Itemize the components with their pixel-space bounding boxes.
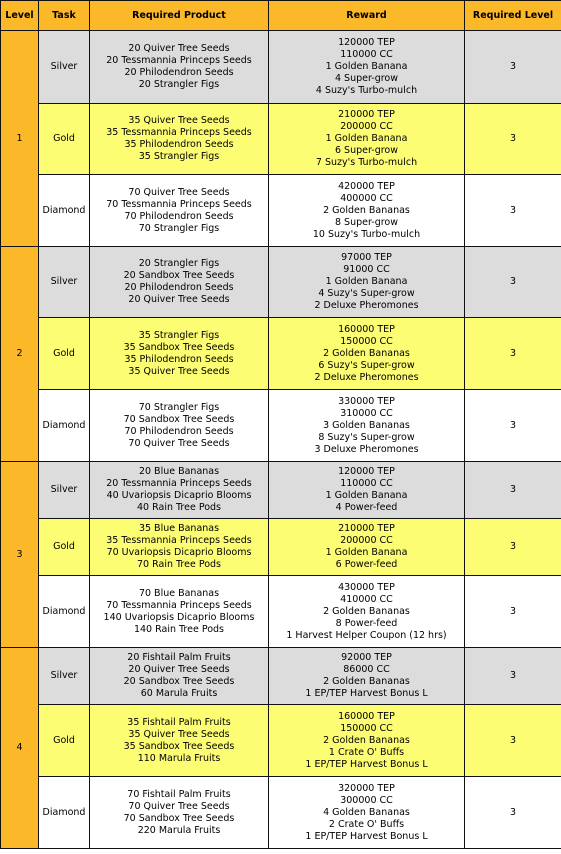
reward-line: 1 EP/TEP Harvest Bonus L (305, 758, 428, 770)
required-product-cell (90, 31, 269, 104)
reward-line: 6 Power-feed (335, 559, 398, 570)
reward-line: 110000 CC (340, 478, 393, 489)
required-level-cell: 3 (465, 777, 561, 849)
required-level-cell: 3 (465, 705, 561, 777)
header-required-level: Required Level (465, 1, 561, 31)
reward-line: 150000 CC (340, 722, 393, 734)
product-line: 35 Strangler Figs (138, 151, 220, 162)
task-cell: Silver (39, 462, 90, 519)
product-line: 220 Marula Fruits (137, 824, 221, 836)
reward-cell (269, 318, 465, 390)
product-line: 35 Strangler Figs (138, 329, 220, 341)
table-row (1, 104, 561, 175)
required-level-cell: 3 (465, 318, 561, 390)
required-level-cell: 3 (465, 104, 561, 175)
reward-cell (269, 576, 465, 648)
reward-line: 1 Golden Banana (325, 61, 408, 72)
product-line: 70 Strangler Figs (138, 401, 220, 413)
required-product-cell (90, 318, 269, 390)
product-line: 40 Rain Tree Pods (137, 502, 221, 513)
header-required-product: Required Product (90, 1, 269, 31)
reward-line: 1 Harvest Helper Coupon (12 hrs) (286, 629, 447, 641)
product-line: 35 Fishtail Palm Fruits (127, 716, 231, 728)
reward-line: 4 Super-grow (334, 73, 399, 84)
required-level-cell: 3 (465, 519, 561, 576)
product-line: 70 Uvariopsis Dicaprio Blooms (106, 547, 252, 558)
reward-line: 430000 TEP (338, 581, 395, 593)
reward-line: 1 Golden Banana (325, 490, 408, 501)
reward-line: 1 Golden Banana (325, 547, 408, 558)
required-level-cell: 3 (465, 576, 561, 648)
table-body (1, 31, 561, 849)
product-line: 70 Tessmannia Princeps Seeds (106, 599, 252, 611)
reward-line: 4 Suzy's Super-grow (318, 288, 415, 299)
reward-line: 4 Golden Bananas (323, 806, 410, 818)
reward-line: 330000 TEP (338, 395, 395, 407)
product-line: 20 Strangler Figs (138, 79, 220, 90)
reward-line: 2 Deluxe Pheromones (314, 371, 419, 383)
reward-line: 300000 CC (340, 794, 393, 806)
table-row (1, 175, 561, 247)
product-line: 35 Quiver Tree Seeds (128, 728, 230, 740)
reward-line: 160000 TEP (338, 323, 395, 335)
product-line: 20 Philodendron Seeds (124, 67, 234, 78)
reward-line: 160000 TEP (338, 710, 395, 722)
level-cell: 3 (1, 462, 39, 648)
product-line: 60 Marula Fruits (140, 688, 218, 699)
product-line: 70 Quiver Tree Seeds (128, 800, 230, 812)
reward-line: 1 Golden Banana (325, 276, 408, 287)
reward-line: 120000 TEP (338, 37, 395, 48)
product-line: 70 Philodendron Seeds (124, 425, 234, 437)
reward-line: 8 Power-feed (335, 617, 398, 629)
reward-cell (269, 31, 465, 104)
table-row (1, 318, 561, 390)
product-line: 70 Philodendron Seeds (124, 210, 234, 222)
task-cell: Gold (39, 519, 90, 576)
table-row (1, 390, 561, 462)
task-cell: Silver (39, 648, 90, 705)
required-level-cell: 3 (465, 390, 561, 462)
reward-line: 1 EP/TEP Harvest Bonus L (305, 830, 428, 842)
product-line: 20 Tessmannia Princeps Seeds (106, 55, 252, 66)
reward-cell (269, 104, 465, 175)
reward-line: 410000 CC (340, 593, 393, 605)
table-row (1, 247, 561, 318)
reward-cell (269, 390, 465, 462)
task-cell: Gold (39, 705, 90, 777)
reward-line: 3 Deluxe Pheromones (314, 443, 419, 455)
reward-line: 200000 CC (340, 535, 393, 546)
reward-cell (269, 247, 465, 318)
reward-line: 120000 TEP (338, 466, 395, 477)
product-line: 20 Quiver Tree Seeds (128, 43, 230, 54)
product-line: 140 Rain Tree Pods (133, 623, 225, 635)
reward-line: 4 Suzy's Turbo-mulch (315, 85, 418, 96)
reward-line: 2 Golden Bananas (323, 734, 410, 746)
product-line: 35 Tessmannia Princeps Seeds (106, 535, 252, 546)
product-line: 70 Tessmannia Princeps Seeds (106, 198, 252, 210)
product-line: 35 Quiver Tree Seeds (128, 115, 230, 126)
product-line: 70 Fishtail Palm Fruits (127, 788, 231, 800)
required-product-cell (90, 175, 269, 247)
task-cell: Silver (39, 247, 90, 318)
product-line: 20 Blue Bananas (138, 466, 220, 477)
product-line: 110 Marula Fruits (137, 752, 221, 764)
product-line: 20 Quiver Tree Seeds (128, 294, 230, 305)
table-row (1, 31, 561, 104)
reward-line: 320000 TEP (338, 782, 395, 794)
reward-line: 86000 CC (343, 664, 390, 675)
reward-line: 210000 TEP (338, 523, 395, 534)
task-cell: Gold (39, 318, 90, 390)
reward-cell (269, 519, 465, 576)
table-row (1, 519, 561, 576)
required-level-cell: 3 (465, 648, 561, 705)
required-product-cell (90, 104, 269, 175)
required-level-cell: 3 (465, 175, 561, 247)
reward-line: 97000 TEP (341, 252, 392, 263)
reward-line: 10 Suzy's Turbo-mulch (312, 228, 421, 240)
header-level: Level (1, 1, 39, 31)
required-level-cell: 3 (465, 247, 561, 318)
product-line: 35 Philodendron Seeds (124, 139, 234, 150)
table-row (1, 648, 561, 705)
product-line: 70 Rain Tree Pods (137, 559, 221, 570)
reward-line: 210000 TEP (338, 109, 395, 120)
product-line: 20 Sandbox Tree Seeds (123, 270, 235, 281)
header-task: Task (39, 1, 90, 31)
reward-line: 4 Power-feed (335, 502, 398, 513)
required-level-cell: 3 (465, 462, 561, 519)
reward-line: 92000 TEP (341, 652, 392, 663)
required-product-cell (90, 576, 269, 648)
reward-line: 420000 TEP (338, 180, 395, 192)
product-line: 70 Blue Bananas (138, 587, 220, 599)
table-row (1, 462, 561, 519)
task-cell: Diamond (39, 175, 90, 247)
reward-cell (269, 462, 465, 519)
product-line: 70 Sandbox Tree Seeds (123, 812, 235, 824)
product-line: 20 Quiver Tree Seeds (128, 664, 230, 675)
reward-cell (269, 175, 465, 247)
reward-line: 8 Suzy's Super-grow (318, 431, 415, 443)
level-cell: 2 (1, 247, 39, 462)
required-product-cell (90, 777, 269, 849)
reward-line: 110000 CC (340, 49, 393, 60)
reward-line: 1 Crate O' Buffs (328, 746, 405, 758)
reward-line: 6 Super-grow (334, 145, 399, 156)
reward-line: 2 Golden Bananas (323, 676, 410, 687)
level-cell: 4 (1, 648, 39, 849)
reward-line: 200000 CC (340, 121, 393, 132)
reward-line: 7 Suzy's Turbo-mulch (315, 157, 418, 168)
task-cell: Diamond (39, 390, 90, 462)
task-cell: Diamond (39, 777, 90, 849)
reward-cell (269, 705, 465, 777)
reward-line: 6 Suzy's Super-grow (318, 359, 415, 371)
product-line: 40 Uvariopsis Dicaprio Blooms (106, 490, 252, 501)
header-row (1, 1, 561, 31)
required-product-cell (90, 519, 269, 576)
level-cell: 1 (1, 31, 39, 247)
task-cell: Silver (39, 31, 90, 104)
reward-line: 2 Golden Bananas (323, 347, 410, 359)
task-cell: Gold (39, 104, 90, 175)
table-row (1, 705, 561, 777)
product-line: 35 Philodendron Seeds (124, 353, 234, 365)
product-line: 20 Fishtail Palm Fruits (127, 652, 231, 663)
required-product-cell (90, 247, 269, 318)
product-line: 70 Quiver Tree Seeds (128, 437, 230, 449)
product-line: 20 Sandbox Tree Seeds (123, 676, 235, 687)
reward-line: 8 Super-grow (334, 216, 399, 228)
table-row (1, 576, 561, 648)
reward-line: 310000 CC (340, 407, 393, 419)
header-reward: Reward (269, 1, 465, 31)
product-line: 20 Tessmannia Princeps Seeds (106, 478, 252, 489)
reward-line: 2 Crate O' Buffs (328, 818, 405, 830)
product-line: 70 Quiver Tree Seeds (128, 186, 230, 198)
product-line: 35 Sandbox Tree Seeds (123, 341, 235, 353)
product-line: 20 Strangler Figs (138, 258, 220, 269)
reward-line: 3 Golden Bananas (323, 419, 410, 431)
reward-cell (269, 648, 465, 705)
product-line: 35 Sandbox Tree Seeds (123, 740, 235, 752)
table-row (1, 777, 561, 849)
product-line: 35 Blue Bananas (138, 523, 220, 534)
task-cell: Diamond (39, 576, 90, 648)
reward-line: 2 Deluxe Pheromones (314, 300, 419, 311)
reward-line: 91000 CC (343, 264, 390, 275)
product-line: 140 Uvariopsis Dicaprio Blooms (103, 611, 255, 623)
required-product-cell (90, 705, 269, 777)
product-line: 35 Tessmannia Princeps Seeds (106, 127, 252, 138)
product-line: 70 Sandbox Tree Seeds (123, 413, 235, 425)
reward-cell (269, 777, 465, 849)
product-line: 35 Quiver Tree Seeds (128, 365, 230, 377)
product-line: 20 Philodendron Seeds (124, 282, 234, 293)
reward-line: 2 Golden Bananas (323, 204, 410, 216)
reward-line: 400000 CC (340, 192, 393, 204)
reward-line: 150000 CC (340, 335, 393, 347)
reward-line: 1 EP/TEP Harvest Bonus L (305, 688, 428, 699)
reward-line: 2 Golden Bananas (323, 605, 410, 617)
required-product-cell (90, 462, 269, 519)
required-product-cell (90, 648, 269, 705)
required-level-cell: 3 (465, 31, 561, 104)
reward-line: 1 Golden Banana (325, 133, 408, 144)
required-product-cell (90, 390, 269, 462)
product-line: 70 Strangler Figs (138, 222, 220, 234)
